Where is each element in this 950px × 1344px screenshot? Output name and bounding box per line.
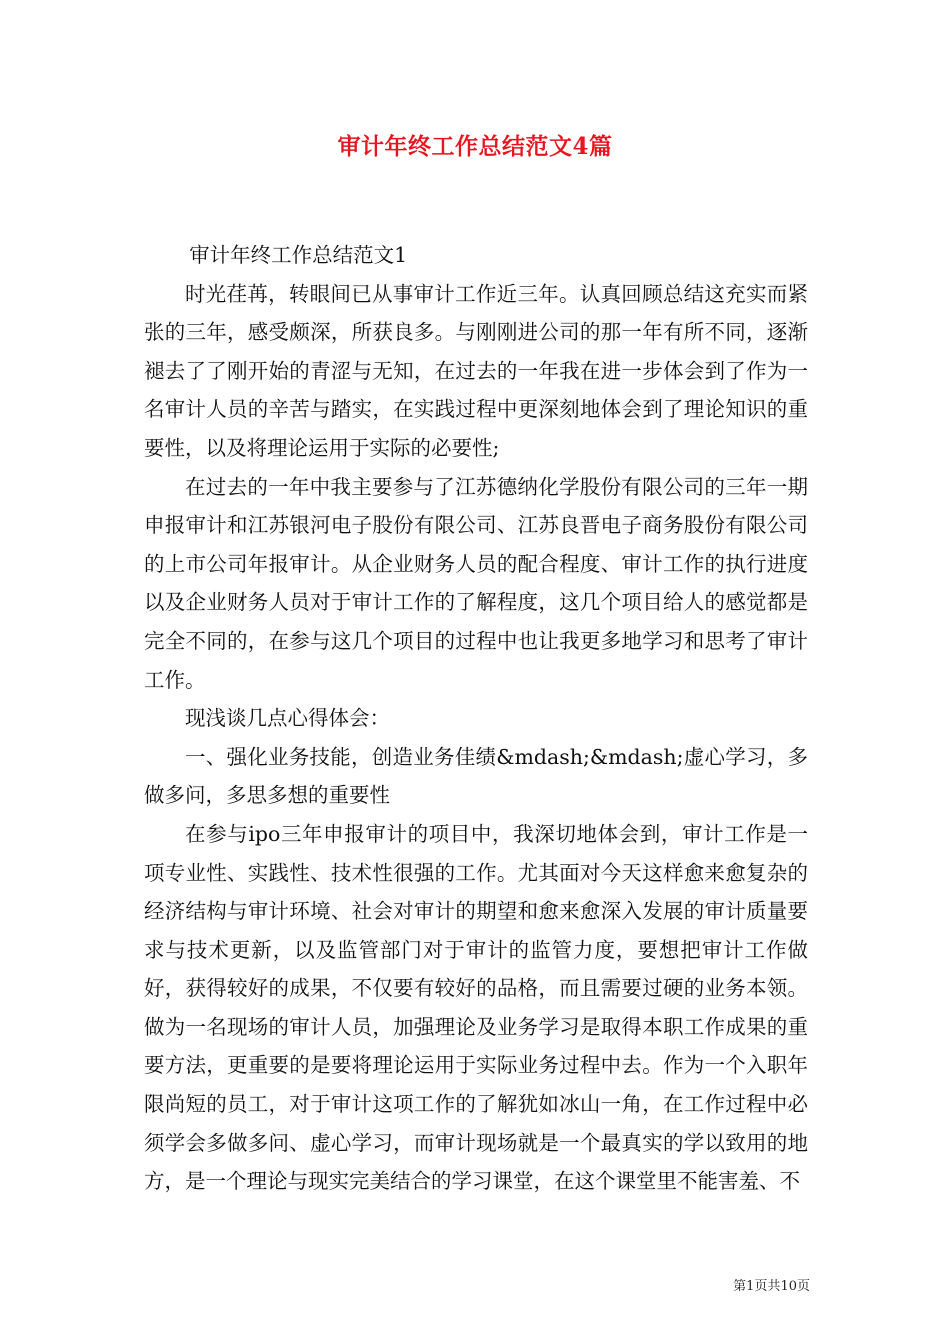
paragraph: 在参与ipo三年申报审计的项目中，我深切地体会到，审计工作是一项专业性、实践性、技术性很强的工作。尤其面对今天这样愈来愈复杂的经济结构与审计环境、社会对审计的期望和愈来愈深入发展的审计质量要求与技术更新，以及监管部门对于审计的监管力度，要想把审计工作做好，获得较好的成果，不仅要有较好的品格，而且需要过硬的业务本领。做为一名现场的审计人员，加强理论及业务学习是取得本职工作成果的重要方法，更重要的是要将理论运用于实际业务过程中去。作为一个入职年限尚短的员工，对于审计这项工作的了解犹如冰山一角，在工作过程中必须学会多做多问、虚心学习，而审计现场就是一个最真实的学以致用的地方，是一个理论与现实完美结合的学习课堂，在这个课堂里不能害羞、不 [144,821,808,1194]
section-heading: 审计年终工作总结范文1 [189,243,408,267]
document-title: 审计年终工作总结范文4篇 [337,133,613,160]
paragraph: 时光荏苒，转眼间已从事审计工作近三年。认真回顾总结这充实而紧张的三年，感受颇深，所获良多。与刚刚进公司的那一年有所不同，逐渐褪去了了刚开始的青涩与无知，在过去的一年我在进一步体会到了作为一名审计人员的辛苦与踏实，在实践过程中更深刻地体会到了理论知识的重要性，以及将理论运用于实际的必要性; [144,281,808,460]
paragraph: 一、强化业务技能，创造业务佳绩&mdash;&mdash;虚心学习，多做多问，多思多想的重要性 [144,744,808,808]
document-body [144,236,808,1201]
paragraph: 在过去的一年中我主要参与了江苏德纳化学股份有限公司的三年一期申报审计和江苏银河电子股份有限公司、江苏良晋电子商务股份有限公司的上市公司年报审计。从企业财务人员的配合程度、审计工作的执行进度以及企业财务人员对于审计工作的了解程度，这几个项目给人的感觉都是完全不同的，在参与这几个项目的过程中也让我更多地学习和思考了审计工作。 [144,474,808,692]
page-number: 第1页共10页 [733,1279,810,1294]
paragraph: 现浅谈几点心得体会： [185,706,390,731]
